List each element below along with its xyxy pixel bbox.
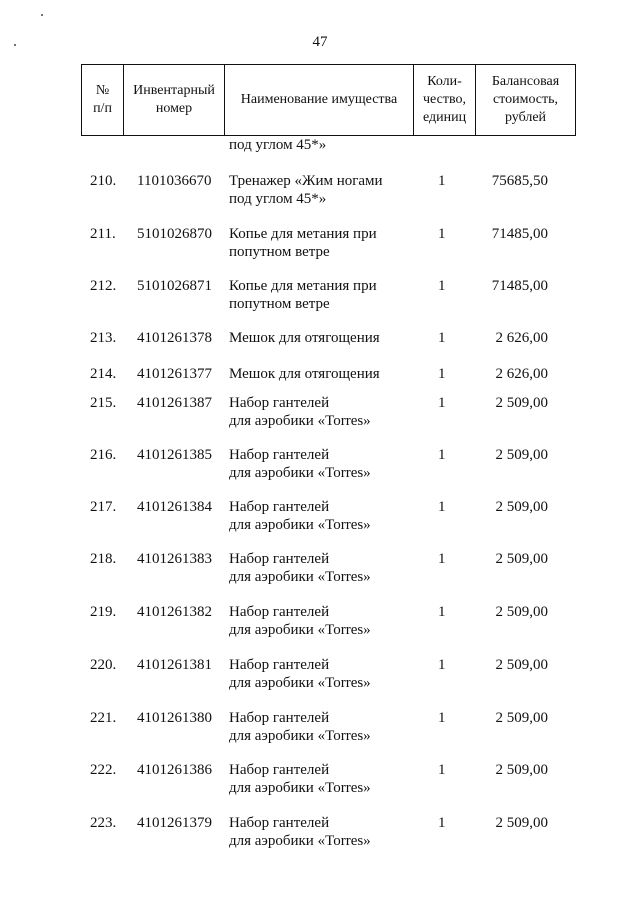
property-name-line1: Набор гантелей <box>229 447 330 463</box>
balance-cost: 2 509,00 <box>495 604 548 620</box>
row-number: 223. <box>90 815 117 831</box>
continuation-text: под углом 45*» <box>229 137 327 153</box>
balance-cost: 2 509,00 <box>495 395 548 411</box>
balance-cost: 75685,50 <box>491 173 548 189</box>
inventory-number: 1101036670 <box>137 173 212 189</box>
quantity: 1 <box>438 278 446 294</box>
property-name-line1: Копье для метания при <box>229 226 377 242</box>
row-number: 220. <box>90 657 117 673</box>
inventory-number: 4101261380 <box>137 710 212 726</box>
property-name-line1: Копье для метания при <box>229 278 377 294</box>
property-name-line2: попутном ветре <box>229 244 330 260</box>
property-name <box>229 814 371 850</box>
header-name: Наименование имущества <box>225 65 414 136</box>
property-name <box>229 446 371 482</box>
property-name <box>229 277 377 313</box>
header-cost: Балансовая стоимость, рублей <box>476 65 576 136</box>
table-row <box>0 498 640 538</box>
inventory-number: 4101261385 <box>137 447 212 463</box>
table-row <box>0 656 640 696</box>
table-row <box>0 225 640 265</box>
quantity: 1 <box>438 366 446 382</box>
property-name <box>229 761 371 797</box>
quantity: 1 <box>438 447 446 463</box>
property-name <box>229 550 371 586</box>
property-name-line1: Набор гантелей <box>229 657 330 673</box>
property-name <box>229 656 371 692</box>
balance-cost: 2 509,00 <box>495 447 548 463</box>
table-row <box>0 603 640 643</box>
quantity: 1 <box>438 499 446 515</box>
row-number: 221. <box>90 710 117 726</box>
row-number: 211. <box>90 226 116 242</box>
property-name-line2: для аэробики «Torres» <box>229 569 371 585</box>
property-name <box>229 394 371 430</box>
quantity: 1 <box>438 395 446 411</box>
row-number: 216. <box>90 447 117 463</box>
inventory-number: 4101261379 <box>137 815 212 831</box>
row-number: 213. <box>90 330 117 346</box>
property-name <box>229 225 377 261</box>
property-name-line1: Набор гантелей <box>229 551 330 567</box>
row-number: 212. <box>90 278 117 294</box>
quantity: 1 <box>438 710 446 726</box>
quantity: 1 <box>438 815 446 831</box>
table-row <box>0 814 640 854</box>
property-name-line1: Мешок для отягощения <box>229 366 380 382</box>
balance-cost: 2 509,00 <box>495 762 548 778</box>
property-name <box>229 365 380 383</box>
property-name-line1: Тренажер «Жим ногами <box>229 173 383 189</box>
table-row <box>0 446 640 486</box>
property-name-line2: для аэробики «Torres» <box>229 675 371 691</box>
quantity: 1 <box>438 173 446 189</box>
inventory-number: 5101026871 <box>137 278 212 294</box>
balance-cost: 2 509,00 <box>495 657 548 673</box>
page-number: 47 <box>312 34 328 50</box>
table-row <box>0 277 640 317</box>
inventory-number: 4101261378 <box>137 330 212 346</box>
inventory-number: 4101261382 <box>137 604 212 620</box>
inventory-number: 4101261387 <box>137 395 212 411</box>
property-name <box>229 709 371 745</box>
property-name-line1: Набор гантелей <box>229 604 330 620</box>
property-name-line2: попутном ветре <box>229 296 330 312</box>
property-name-line2: для аэробики «Torres» <box>229 833 371 849</box>
inventory-number: 4101261383 <box>137 551 212 567</box>
row-number: 217. <box>90 499 117 515</box>
table-row <box>0 394 640 434</box>
table-row <box>0 709 640 749</box>
property-name-line1: Набор гантелей <box>229 395 330 411</box>
property-name-line1: Набор гантелей <box>229 499 330 515</box>
row-number: 215. <box>90 395 117 411</box>
table-row <box>0 172 640 212</box>
balance-cost: 2 509,00 <box>495 710 548 726</box>
scan-speck <box>41 14 43 16</box>
balance-cost: 2 509,00 <box>495 499 548 515</box>
quantity: 1 <box>438 604 446 620</box>
inventory-number: 4101261377 <box>137 366 212 382</box>
header-inventory: Инвентарный номер <box>124 65 225 136</box>
property-name <box>229 498 371 534</box>
property-name-line1: Набор гантелей <box>229 815 330 831</box>
property-name <box>229 329 380 347</box>
property-name-line2: для аэробики «Torres» <box>229 780 371 796</box>
property-name-line2: для аэробики «Torres» <box>229 413 371 429</box>
quantity: 1 <box>438 551 446 567</box>
header-num: № п/п <box>82 65 124 136</box>
quantity: 1 <box>438 226 446 242</box>
quantity: 1 <box>438 330 446 346</box>
row-number: 219. <box>90 604 117 620</box>
balance-cost: 2 509,00 <box>495 551 548 567</box>
table-row <box>0 329 640 369</box>
table-header <box>81 64 576 136</box>
property-name <box>229 603 371 639</box>
property-name-line1: Набор гантелей <box>229 710 330 726</box>
inventory-number: 4101261384 <box>137 499 212 515</box>
table-row <box>0 761 640 801</box>
property-name-line2: для аэробики «Torres» <box>229 728 371 744</box>
property-name-line2: для аэробики «Torres» <box>229 622 371 638</box>
property-name <box>229 172 383 208</box>
property-name-line2: для аэробики «Torres» <box>229 465 371 481</box>
row-number: 210. <box>90 173 117 189</box>
balance-cost: 2 509,00 <box>495 815 548 831</box>
balance-cost: 71485,00 <box>491 226 548 242</box>
balance-cost: 71485,00 <box>491 278 548 294</box>
inventory-number: 5101026870 <box>137 226 212 242</box>
property-name-line1: Мешок для отягощения <box>229 330 380 346</box>
quantity: 1 <box>438 657 446 673</box>
row-number: 218. <box>90 551 117 567</box>
property-name-line2: под углом 45*» <box>229 191 327 207</box>
inventory-number: 4101261386 <box>137 762 212 778</box>
table-row <box>0 550 640 590</box>
quantity: 1 <box>438 762 446 778</box>
header-qty: Коли- чество, единиц <box>414 65 476 136</box>
balance-cost: 2 626,00 <box>495 330 548 346</box>
property-name-line1: Набор гантелей <box>229 762 330 778</box>
inventory-number: 4101261381 <box>137 657 212 673</box>
balance-cost: 2 626,00 <box>495 366 548 382</box>
row-number: 222. <box>90 762 117 778</box>
property-name-line2: для аэробики «Torres» <box>229 517 371 533</box>
row-number: 214. <box>90 366 117 382</box>
